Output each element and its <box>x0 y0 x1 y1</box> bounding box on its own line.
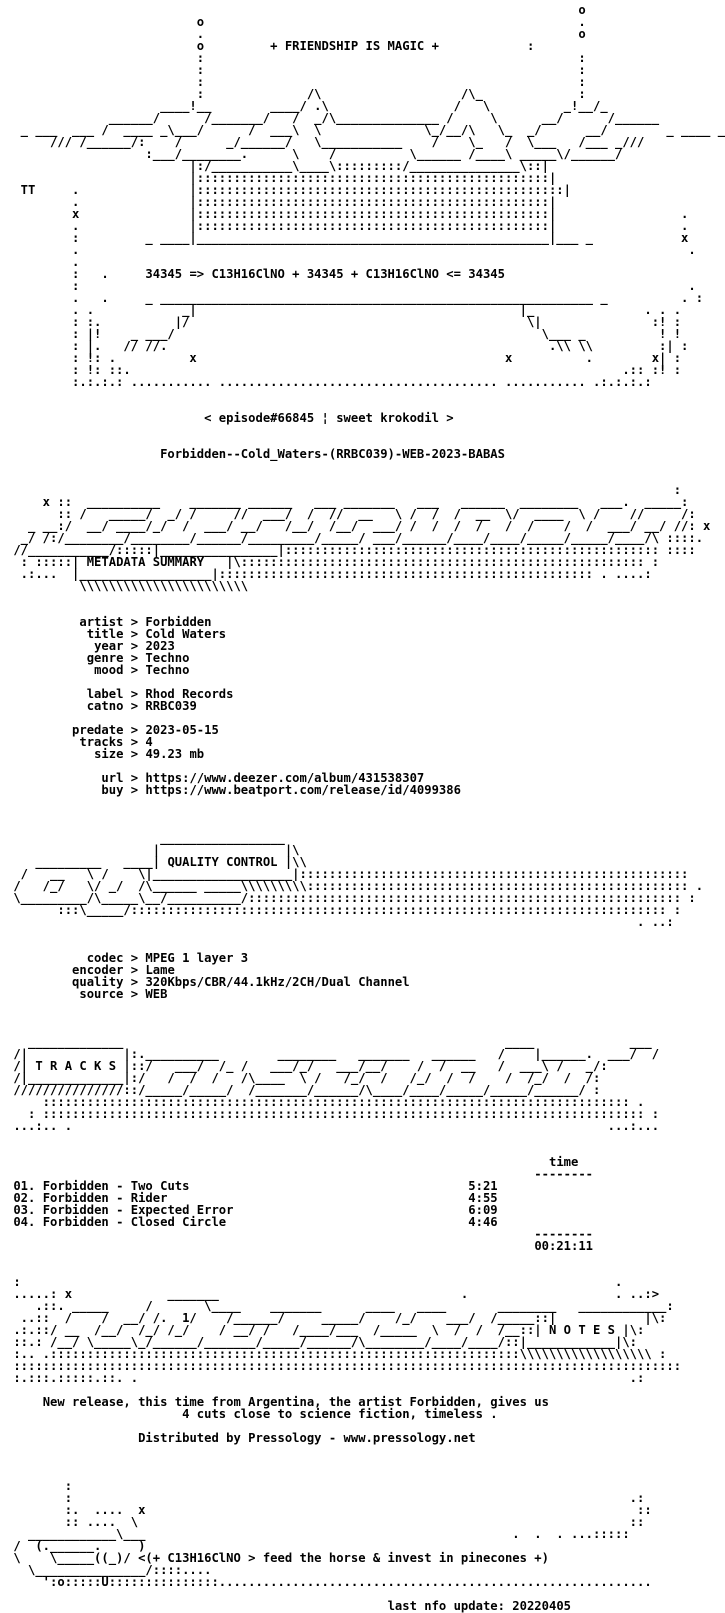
distributed-line <box>6 1432 725 1444</box>
metadata-key: size <box>94 747 124 761</box>
qc-row: quality > 320Kbps/CBR/44.1kHz/2CH/Dual Channel <box>72 975 410 989</box>
metadata-value: Techno <box>145 663 190 677</box>
art-line: o . <box>6 15 586 29</box>
metadata-key: year <box>94 639 124 653</box>
metadata-value: 49.23 mb <box>145 747 205 761</box>
art-line: ____!__ ____/ .\ / \ _!__/_ <box>6 99 608 113</box>
blank-line <box>6 388 725 400</box>
art-line: : |. // //. .\\ \\ :| : <box>6 339 689 353</box>
track-title: Forbidden - Rider <box>42 1191 168 1205</box>
blank-line <box>6 928 725 940</box>
art-line: _____________ ____ ___ <box>6 1035 652 1049</box>
notes-text-2: 4 cuts close to science fiction, timeless . <box>182 1407 498 1421</box>
art-line: ..:: / / __/ /. 1/ /______/ _____/ /_/ ___/ /_____::| |\: <box>6 1311 667 1325</box>
metadata-key: tracks <box>79 735 124 749</box>
art-line: :: .... \ :: <box>6 1515 645 1529</box>
blank-line <box>6 1012 725 1024</box>
art-line: . . _ ___________________________________________________________ _ . : <box>6 291 704 305</box>
md-row: title > Cold Waters <box>86 627 227 641</box>
blank-line <box>6 1000 725 1012</box>
metadata-key: artist <box>79 615 124 629</box>
track-number: 03. <box>13 1203 36 1217</box>
qc-header-line: _________ ____| QUALITY CONTROL |\\ <box>6 855 307 869</box>
md-row: artist > Forbidden <box>79 615 212 629</box>
art-line: : . <box>6 279 696 293</box>
metadata-value: Forbidden <box>145 615 212 629</box>
quality-section-title: QUALITY CONTROL <box>167 855 278 869</box>
art-line: _ __:/ __/ ____/_/ / ___/ __/ /__/ /__/ ___/ / / / / / / / / ___/ __/ //: x <box>6 519 711 533</box>
tagline: + FRIENDSHIP IS MAGIC + <box>270 39 439 53</box>
metadata-key: catno <box>86 699 124 713</box>
art-line: TT . |::::::::::::::::::::::::::::::::::::::::::::::::::| <box>6 183 571 197</box>
nfo-text <box>6 4 725 1612</box>
art-line: . . <box>6 243 696 257</box>
art-line: . o <box>6 27 586 41</box>
track-time: 4:55 <box>468 1191 498 1205</box>
art-line: :.:.:.: ........... ...................................... ........... .:.:.:.: <box>6 375 652 389</box>
art-line: _ ___ ___ / ____ _\___/ / ___\ \ \_/__/\ \_ _/ __/ _ ____ _ <box>6 123 725 137</box>
art-line: ______/ /_______/ / _/\______________ / \ __/ /______ <box>6 111 660 125</box>
track-title: Forbidden - Closed Circle <box>42 1215 227 1229</box>
blank-line <box>6 796 725 808</box>
md-row: url > https://www.deezer.com/album/431538307 <box>101 771 425 785</box>
metadata-section-title: METADATA SUMMARY <box>86 555 205 569</box>
tracks-section-title: T R A C K S <box>35 1059 117 1073</box>
last-update: last nfo update: 20220405 <box>387 1599 571 1613</box>
tagline-line: o + FRIENDSHIP IS MAGIC + : <box>6 39 535 53</box>
url-link[interactable]: https://www.deezer.com/album/431538307 <box>145 771 425 785</box>
metadata-key: url <box>101 771 124 785</box>
episode: < episode#66845 ¦ sweet krokodil > <box>204 411 454 425</box>
art-line: /| |:.__________ ________ _______ ______ / |______. ___/ / <box>6 1047 660 1061</box>
md-row: genre > Techno <box>86 651 190 665</box>
quality-value: 320Kbps/CBR/44.1kHz/2CH/Dual Channel <box>145 975 410 989</box>
art-line: |::::::::::::::::::::::::::::::::::::::::::::::::| <box>6 171 557 185</box>
distributed-by: Distributed by Pressology - www.pressology.net <box>138 1431 476 1445</box>
blank-line <box>6 1444 725 1456</box>
art-line: : <box>6 483 682 497</box>
art-line: : _ ____|________________________________________________|___ _ x <box>6 231 689 245</box>
blank-line <box>6 808 725 820</box>
art-line: / /_/ \/ _/ /\______ _____\\\\\\\\\:::::::::::::::::::::::::::::::::::::::::::::::::::: . <box>6 879 704 893</box>
art-line: _/ /:/________/________/______/_________/_____/ ___/______/____/____/_____/_____/____/\ ::::. <box>6 531 704 545</box>
blank-line <box>6 592 725 604</box>
art-line: /|_____________|:/ / / / /\____ \ / /_/ / /_/ / / / /_/ / /: <box>6 1071 601 1085</box>
quality-key: encoder <box>72 963 124 977</box>
art-line: ::.: /__/ \_____\_/______/_______/_____/______/\________/____/____/::|____________|\: <box>6 1335 638 1349</box>
release-line <box>6 448 725 460</box>
track-title: Forbidden - Two Cuts <box>42 1179 190 1193</box>
art-line: -------- <box>6 1227 593 1241</box>
md-row: size > 49.23 mb <box>94 747 205 761</box>
qc-row: encoder > Lame <box>72 963 175 977</box>
blank-line <box>6 460 725 472</box>
art-line: : |! _ ___/ \___ _ ! ! <box>6 327 682 341</box>
notes-text-1: New release, this time from Argentina, the artist Forbidden, gives us <box>42 1395 549 1409</box>
blank-line <box>6 1468 725 1480</box>
art-line: :. .... x :: <box>6 1503 652 1517</box>
metadata-key: buy <box>101 783 124 797</box>
art-line: .:... |__________________|::::::::::::::::::::::::::::::::::::::::::::::::::: . ....: <box>6 567 652 581</box>
blank-line <box>6 1132 725 1144</box>
art-line: : !: ::. .:: :! : <box>6 363 682 377</box>
art-line: / __ \ / \|___________________|::::::::::::::::::::::::::::::::::::::::::::::::::::: <box>6 867 689 881</box>
metadata-value: 4 <box>145 735 153 749</box>
art-line: |:/___________\____\:::::::::/_______________\::| <box>6 159 549 173</box>
blank-line <box>6 1252 725 1264</box>
track-title: Forbidden - Expected Error <box>42 1203 234 1217</box>
blank-line <box>6 1456 725 1468</box>
total-line <box>6 1240 725 1252</box>
metadata-value: 2023 <box>145 639 175 653</box>
quality-value: WEB <box>145 987 168 1001</box>
art-line: : !: . x x . x| : <box>6 351 682 365</box>
qc-row: source > WEB <box>79 987 168 1001</box>
art-line: | |\ <box>6 843 300 857</box>
md-row: mood > Techno <box>94 663 190 677</box>
metadata-key: predate <box>72 723 124 737</box>
buy-link[interactable]: https://www.beatport.com/release/id/4099386 <box>145 783 461 797</box>
art-line: :___/________. \ / \______ /____\ _____\/______/ <box>6 147 623 161</box>
track-time: 6:09 <box>468 1203 498 1217</box>
art-line: //___________/:::::|________________|::::::::::::::::::::::::::::::::::::::::::::::::::: :::: <box>6 543 696 557</box>
art-line: :::::::::::::::::::::::::::::::::::::::::::::::::::::::::::::::::::::::::::::::: . <box>6 1095 645 1109</box>
art-line: ::::::::::::::::::::::::::::::::::::::::::::::::::::::::::::::::::::::::::::::::::::::::::: <box>6 1359 682 1373</box>
art-line: : /\ /\_ : <box>6 87 586 101</box>
art-line: : : <box>6 63 586 77</box>
metadata-value: RRBC039 <box>145 699 197 713</box>
art-line: .....: x _______ . . ..:> <box>6 1287 660 1301</box>
art-line: : :::::::::::::::::::::::::::::::::::::::::::::::::::::::::::::::::::::::::::::::::: : <box>6 1107 660 1121</box>
metadata-key: genre <box>86 651 124 665</box>
art-line: ///////////////::/_____/_____/ /_______/______/\____/____/_____/_____/______/ : <box>6 1083 601 1097</box>
qc-row: codec > MPEG 1 layer 3 <box>86 951 249 965</box>
art-line: . <box>6 255 80 269</box>
track-time: 4:46 <box>468 1215 498 1229</box>
md-row: catno > RRBC039 <box>86 699 197 713</box>
art-line: \\\\\\\\\\\\\\\\\\\\\\\ <box>6 579 249 593</box>
quality-key: source <box>79 987 124 1001</box>
notes-header-line: .:.::/ __ /__/ /_/ /_/ / __/ / /____/___ /_____ \ / / /__::| N O T E S |\: <box>6 1323 645 1337</box>
art-line: ____________\___ . . . ...::::: <box>6 1527 630 1541</box>
last-update-line <box>6 1600 725 1612</box>
metadata-value: 2023-05-15 <box>145 723 219 737</box>
metadata-value: Techno <box>145 651 190 665</box>
footer-motto: <(+ C13H16ClNO > feed the horse & invest in pinecones +) <box>138 1551 549 1565</box>
metadata-key: label <box>86 687 124 701</box>
art-line: . |::::::::::::::::::::::::::::::::::::::::::::::::| <box>6 195 557 209</box>
md-row: year > 2023 <box>94 639 175 653</box>
art-line: : : <box>6 75 586 89</box>
art-line: : :. |/ \| :! : <box>6 315 682 329</box>
art-line: :.. .::::::::::::::::::::::::::::::::::::::::::::::::::::::::::::::::\\\\\\\\\\\\\\\\\\ : <box>6 1347 667 1361</box>
md-row: tracks > 4 <box>79 735 153 749</box>
metadata-value: Cold Waters <box>145 627 227 641</box>
art-line: . |::::::::::::::::::::::::::::::::::::::::::::::::| . <box>6 219 689 233</box>
art-line: :: / _____/ _/ / // ___/ / // __ \ / / / __ \/ ____ \ / // /: <box>6 507 696 521</box>
quality-key: codec <box>86 951 124 965</box>
motto-line: \ \_____((_)/ <(+ C13H16ClNO > feed the horse & invest in pinecones +) <box>6 1551 549 1565</box>
notes-line <box>6 1408 725 1420</box>
art-line: ...:.. . ...:... <box>6 1119 660 1133</box>
track-time: 5:21 <box>468 1179 498 1193</box>
art-line: : . <box>6 1275 623 1289</box>
blank-line <box>6 424 725 436</box>
art-line: \_______________/::::.... <box>6 1563 212 1577</box>
art-line: : : <box>6 51 586 65</box>
track-number: 01. <box>13 1179 36 1193</box>
art-line: :::\_____/::::::::::::::::::::::::::::::::::::::::::::::::::::::::::::::::::::::::: : <box>6 903 682 917</box>
metadata-key: title <box>86 627 124 641</box>
art-line: / (.______. ) <box>6 1539 146 1553</box>
metadata-value: Rhod Records <box>145 687 234 701</box>
art-line: _________________ <box>6 831 285 845</box>
tracks-header-line: /| T R A C K S |::/ ___/ /_ / ___/_/ ___/__/ / / __ / ___\ / _/: <box>6 1059 608 1073</box>
md-row: buy > https://www.beatport.com/release/id/4099386 <box>101 783 461 797</box>
art-line: : <box>6 1479 73 1493</box>
metadata-key: mood <box>94 663 124 677</box>
art-line: o <box>6 3 586 17</box>
art-line: x :: __________ _______ ______ ___ _______ ___ ______ ________ ___. _____: <box>6 495 689 509</box>
track-number: 02. <box>13 1191 36 1205</box>
quality-key: quality <box>72 975 124 989</box>
time-column-header: time <box>548 1155 579 1169</box>
art-line: .::. _____ / \____ _______ ____ ____ ________ ____________: <box>6 1299 674 1313</box>
art-line: ':o:::::U:::::::::::::::........................................................... <box>6 1575 652 1589</box>
art-line: -------- <box>6 1167 593 1181</box>
art-line: :.:::.:::::.::. . .: <box>6 1371 645 1385</box>
art-line: /// /______/: / _/______/ \___________ / \_ / \___ /___ _/// <box>6 135 645 149</box>
art-line: . . _| |_ . . . <box>6 303 682 317</box>
metadata-header-line: : :::::| METADATA SUMMARY |\::::::::::::::::::::::::::::::::::::::::::::::::::::::: : <box>6 555 660 569</box>
track-number: 04. <box>13 1215 36 1229</box>
episode-line <box>6 412 725 424</box>
formula: 34345 => C13H16ClNO + 34345 + C13H16ClNO <= 34345 <box>145 267 505 281</box>
quality-value: Lame <box>145 963 175 977</box>
md-row: label > Rhod Records <box>86 687 234 701</box>
formula-line: : . 34345 => C13H16ClNO + 34345 + C13H16ClNO <= 34345 <box>6 267 505 281</box>
art-line: . ..: <box>6 915 674 929</box>
md-row: predate > 2023-05-15 <box>72 723 219 737</box>
art-line: \_________/\_____\__/__________/::::::::::::::::::::::::::::::::::::::::::::::::::::::::::: : <box>6 891 696 905</box>
art-line: x |::::::::::::::::::::::::::::::::::::::::::::::::| . <box>6 207 689 221</box>
quality-value: MPEG 1 layer 3 <box>145 951 249 965</box>
art-line: : .: <box>6 1491 645 1505</box>
release-name: Forbidden--Cold_Waters-(RRBC039)-WEB-2023-BABAS <box>160 447 505 461</box>
total-time: 00:21:11 <box>534 1239 594 1253</box>
notes-section-title: N O T E S <box>548 1323 616 1337</box>
